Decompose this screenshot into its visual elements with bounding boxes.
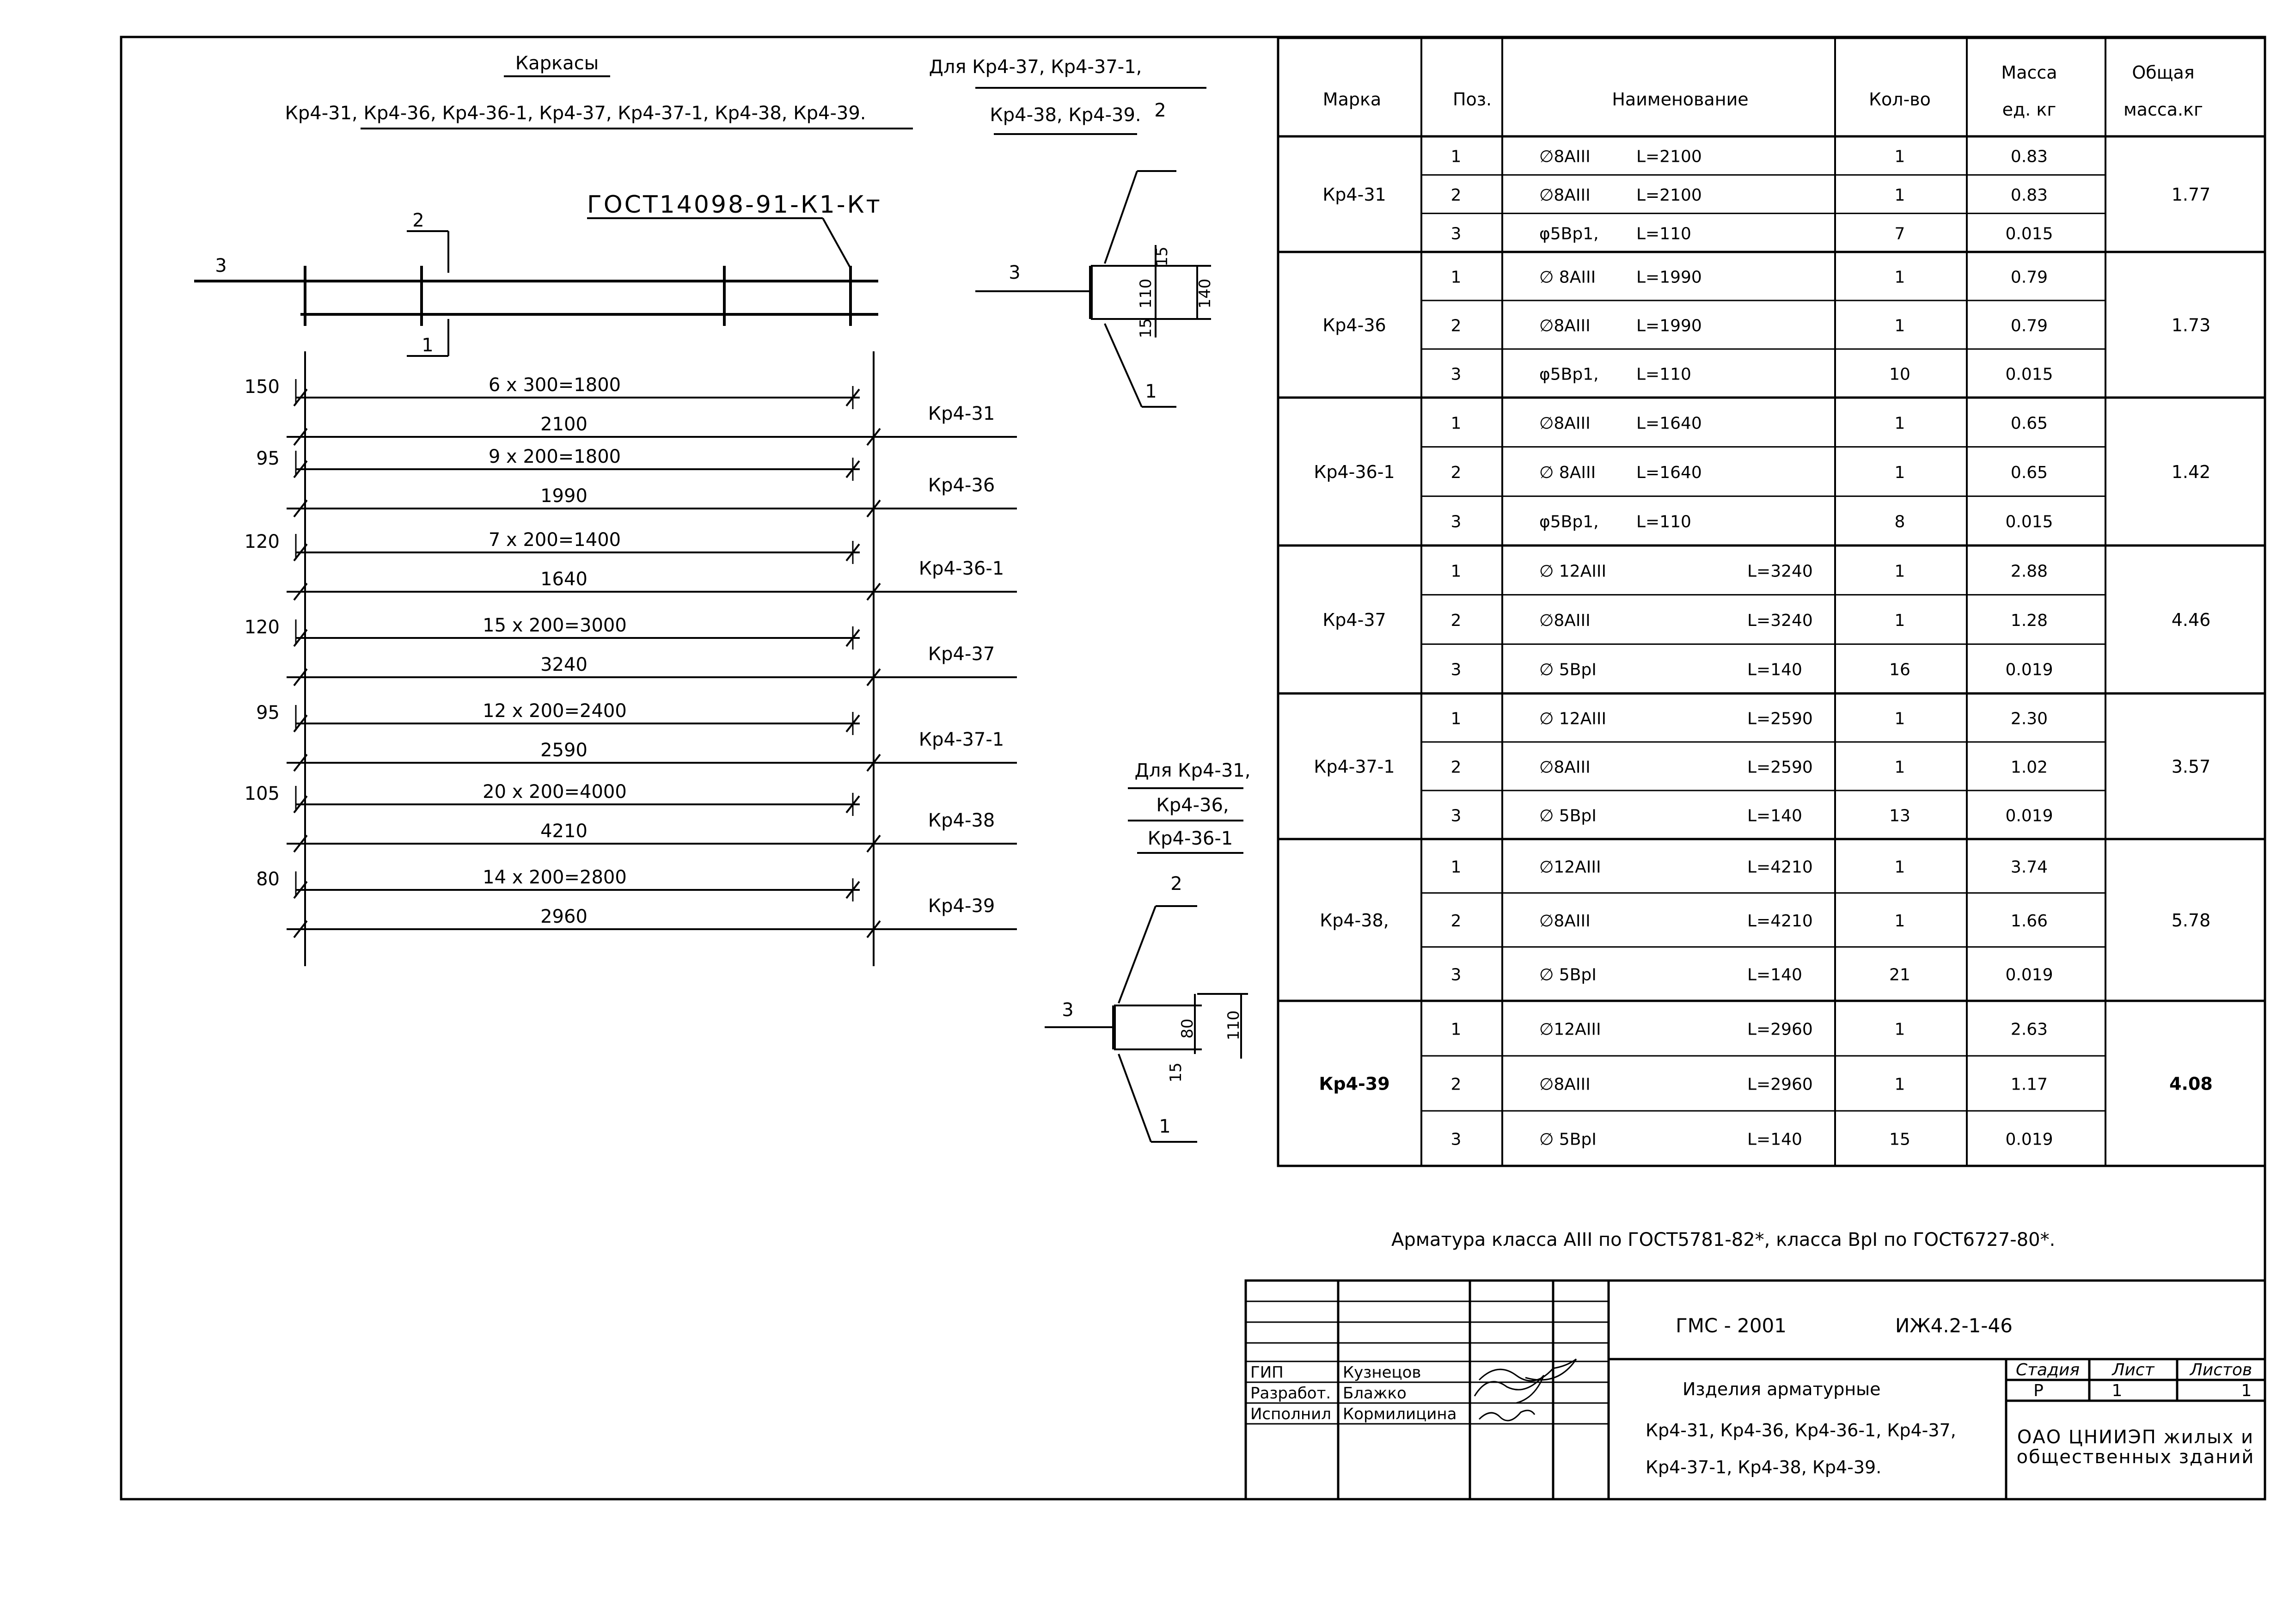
- header-name: Наименование: [1612, 89, 1749, 110]
- spec-qty: 1: [1894, 1075, 1905, 1094]
- section-a-title-2: Кр4-38, Кр4-39.: [990, 104, 1141, 126]
- spec-pos: 1: [1450, 147, 1462, 166]
- frame-spacing: 14 x 200=2800: [483, 867, 627, 888]
- header-mark: Марка: [1322, 89, 1382, 110]
- spec-length: L=2960: [1747, 1020, 1813, 1039]
- spec-mass: 0.79: [2010, 316, 2048, 336]
- frame-mark: Кр4-38: [928, 810, 995, 831]
- section-b-dim-110: 110: [1224, 1010, 1243, 1041]
- frame-length: 1990: [540, 485, 588, 507]
- frame-spacing: 7 x 200=1400: [488, 529, 621, 551]
- frame-length: 2590: [540, 740, 588, 761]
- stage-value: Р: [2033, 1381, 2044, 1400]
- sheets-label: Листов: [2190, 1360, 2252, 1379]
- frame-mark: Кр4-31: [928, 403, 995, 424]
- frame-mark: Кр4-37: [928, 643, 995, 665]
- spec-pos: 1: [1450, 414, 1462, 433]
- spec-pos: 1: [1450, 858, 1462, 877]
- frame-offset: 150: [244, 376, 280, 398]
- spec-name: ∅8AIII: [1539, 147, 1591, 166]
- spec-length: L=2960: [1747, 1075, 1813, 1094]
- spec-mass: 0.019: [2005, 965, 2053, 985]
- spec-name: ∅12AIII: [1539, 858, 1601, 877]
- spec-qty: 1: [1894, 758, 1905, 777]
- spec-mark: Кр4-36: [1322, 315, 1386, 336]
- spec-mass: 2.63: [2010, 1020, 2048, 1039]
- spec-name: ∅8AIII: [1539, 758, 1591, 777]
- spec-mass: 0.015: [2005, 365, 2053, 384]
- spec-qty: 1: [1894, 316, 1905, 336]
- spec-mass: 1.17: [2010, 1075, 2048, 1094]
- spec-pos: 2: [1450, 463, 1462, 482]
- spec-qty: 1: [1894, 463, 1905, 482]
- spec-name: φ5Вр1,: [1539, 512, 1599, 532]
- spec-pos: 3: [1450, 365, 1462, 384]
- spec-mass: 0.65: [2010, 463, 2048, 482]
- spec-length: L=140: [1747, 660, 1802, 680]
- spec-length: L=110: [1636, 224, 1691, 244]
- spec-qty: 1: [1894, 912, 1905, 931]
- code-left: ГМС - 2001: [1676, 1314, 1787, 1337]
- spec-pos: 3: [1450, 512, 1462, 532]
- section-b-title-1: Для Кр4-31,: [1134, 760, 1251, 781]
- section-a-dim-15b: 15: [1137, 318, 1155, 338]
- spec-length: L=110: [1636, 512, 1691, 532]
- spec-length: L=2590: [1747, 758, 1813, 777]
- spec-total: 4.08: [2169, 1073, 2213, 1094]
- spec-mass: 0.015: [2005, 224, 2053, 244]
- spec-qty: 8: [1894, 512, 1905, 532]
- spec-name: ∅8AIII: [1539, 186, 1591, 205]
- sheet-label: Лист: [2112, 1360, 2154, 1379]
- header-mass-unit-1: Масса: [2001, 62, 2057, 83]
- title-block: [1246, 1281, 2265, 1499]
- spec-length: L=140: [1747, 965, 1802, 985]
- role-label: Исполнил: [1250, 1405, 1331, 1423]
- signatures: [1475, 1359, 1576, 1421]
- section-b-pos-2: 2: [1170, 873, 1182, 895]
- pos-label-2: 2: [412, 210, 424, 231]
- spec-mass: 1.28: [2010, 611, 2048, 630]
- spec-total: 3.57: [2171, 756, 2211, 777]
- spec-mass: 0.79: [2010, 268, 2048, 287]
- spec-qty: 1: [1894, 186, 1905, 205]
- product-line-3: Кр4-37-1, Кр4-38, Кр4-39.: [1646, 1457, 1882, 1477]
- reinforcement-note: Арматура класса AIII по ГОСТ5781-82*, класса ВрI по ГОСТ6727-80*.: [1391, 1229, 2056, 1250]
- spec-mark: Кр4-37-1: [1314, 756, 1395, 777]
- spec-qty: 7: [1894, 224, 1905, 244]
- spec-qty: 1: [1894, 611, 1905, 630]
- frame-offset: 80: [256, 869, 280, 890]
- spec-mass: 1.66: [2010, 912, 2048, 931]
- spec-length: L=140: [1747, 1130, 1802, 1149]
- spec-qty: 1: [1894, 414, 1905, 433]
- spec-qty: 15: [1889, 1130, 1910, 1149]
- spec-name: ∅ 5ВрI: [1539, 1130, 1597, 1149]
- spec-qty: 1: [1894, 268, 1905, 287]
- spec-qty: 1: [1894, 147, 1905, 166]
- section-b-title-2: Кр4-36,: [1156, 795, 1229, 816]
- spec-length: L=4210: [1747, 858, 1813, 877]
- spec-pos: 1: [1450, 709, 1462, 729]
- org-line-2: общественных зданий: [2016, 1446, 2255, 1468]
- spec-mark: Кр4-36-1: [1314, 462, 1395, 482]
- spec-length: L=3240: [1747, 562, 1813, 581]
- frame-length: 2960: [540, 906, 588, 927]
- frame-spacing: 6 x 300=1800: [488, 374, 621, 396]
- role-name: Блажко: [1343, 1384, 1407, 1403]
- spec-name: φ5Вр1,: [1539, 365, 1599, 384]
- spec-name: ∅ 5ВрI: [1539, 965, 1597, 985]
- spec-pos: 2: [1450, 912, 1462, 931]
- spec-pos: 1: [1450, 1020, 1462, 1039]
- spec-qty: 1: [1894, 709, 1905, 729]
- frame-spacing: 15 x 200=3000: [483, 615, 627, 636]
- spec-total: 4.46: [2171, 610, 2211, 630]
- section-b-title-3: Кр4-36-1: [1147, 828, 1233, 849]
- spec-mass: 2.88: [2010, 562, 2048, 581]
- role-label: Разработ.: [1250, 1384, 1331, 1403]
- role-label: ГИП: [1250, 1363, 1284, 1382]
- spec-qty: 16: [1889, 660, 1910, 680]
- spec-name: ∅8AIII: [1539, 414, 1591, 433]
- spec-pos: 2: [1450, 1075, 1462, 1094]
- spec-length: L=3240: [1747, 611, 1813, 630]
- section-a: [929, 56, 1214, 407]
- spec-name: ∅8AIII: [1539, 611, 1591, 630]
- spec-qty: 10: [1889, 365, 1910, 384]
- section-a-pos-1: 1: [1145, 381, 1157, 402]
- code-right: ИЖ4.2-1-46: [1895, 1314, 2013, 1337]
- spec-name: ∅8AIII: [1539, 1075, 1591, 1094]
- spec-pos: 2: [1450, 186, 1462, 205]
- frame-length: 1640: [540, 569, 588, 590]
- spec-qty: 1: [1894, 1020, 1905, 1039]
- product-line-2: Кр4-31, Кр4-36, Кр4-36-1, Кр4-37,: [1646, 1420, 1956, 1440]
- spec-mass: 0.65: [2010, 414, 2048, 433]
- drawing-title: Каркасы: [515, 53, 599, 74]
- spec-pos: 3: [1450, 224, 1462, 244]
- spec-mass: 0.83: [2010, 186, 2048, 205]
- spec-pos: 3: [1450, 965, 1462, 985]
- spec-length: L=1990: [1636, 268, 1702, 287]
- spec-total: 1.42: [2171, 462, 2211, 482]
- frame-spacing: 9 x 200=1800: [488, 446, 621, 467]
- spec-qty: 13: [1889, 806, 1910, 826]
- spec-mass: 0.019: [2005, 660, 2053, 680]
- header-mass-total-1: Общая: [2132, 62, 2195, 83]
- spec-qty: 1: [1894, 562, 1905, 581]
- spec-mass: 1.02: [2010, 758, 2048, 777]
- section-a-dim-140: 140: [1196, 278, 1214, 309]
- frame-length: 4210: [540, 821, 588, 842]
- section-b: [1045, 760, 1250, 1142]
- section-b-pos-1: 1: [1159, 1116, 1171, 1137]
- spec-mark: Кр4-31: [1322, 184, 1386, 205]
- spec-length: L=1640: [1636, 463, 1702, 482]
- section-a-dim-15a: 15: [1153, 246, 1171, 267]
- spec-name: ∅8AIII: [1539, 316, 1591, 336]
- spec-name: ∅ 12AIII: [1539, 562, 1607, 581]
- spec-length: L=2100: [1636, 147, 1702, 166]
- frame-offset: 105: [244, 783, 280, 804]
- section-a-title-1: Для Кр4-37, Кр4-37-1,: [929, 56, 1142, 78]
- spec-pos: 3: [1450, 1130, 1462, 1149]
- frame-length: 3240: [540, 654, 588, 675]
- spec-total: 1.77: [2171, 184, 2211, 205]
- spec-name: ∅ 8AIII: [1539, 268, 1596, 287]
- spec-length: L=1990: [1636, 316, 1702, 336]
- frames-drawing: [194, 53, 1017, 966]
- pos-label-1: 1: [422, 335, 434, 356]
- spec-mass: 3.74: [2010, 858, 2048, 877]
- spec-pos: 3: [1450, 660, 1462, 680]
- frame-length: 2100: [540, 414, 588, 435]
- spec-length: L=4210: [1747, 912, 1813, 931]
- spec-length: L=110: [1636, 365, 1691, 384]
- product-line-1: Изделия арматурные: [1683, 1379, 1881, 1399]
- spec-pos: 2: [1450, 316, 1462, 336]
- specification-table: [1278, 38, 2265, 1166]
- spec-mark: Кр4-39: [1319, 1073, 1390, 1094]
- spec-total: 5.78: [2171, 910, 2211, 931]
- spec-mass: 0.019: [2005, 806, 2053, 826]
- org-line-1: ОАО ЦНИИЭП жилых и: [2017, 1427, 2254, 1448]
- spec-pos: 1: [1450, 562, 1462, 581]
- section-b-dim-80: 80: [1178, 1018, 1197, 1039]
- role-name: Кормилицина: [1343, 1405, 1457, 1423]
- spec-pos: 3: [1450, 806, 1462, 826]
- section-b-pos-3: 3: [1062, 999, 1074, 1021]
- spec-total: 1.73: [2171, 315, 2211, 336]
- spec-name: φ5Вр1,: [1539, 224, 1599, 244]
- spec-pos: 2: [1450, 611, 1462, 630]
- frame-mark: Кр4-36: [928, 475, 995, 496]
- frame-mark: Кр4-37-1: [918, 729, 1004, 750]
- spec-length: L=2100: [1636, 186, 1702, 205]
- section-a-pos-2: 2: [1154, 100, 1166, 121]
- section-a-pos-3: 3: [1009, 262, 1021, 283]
- dimension-rows: [245, 374, 1017, 938]
- section-a-dim-110: 110: [1137, 278, 1155, 309]
- spec-length: L=2590: [1747, 709, 1813, 729]
- spec-mass: 0.019: [2005, 1130, 2053, 1149]
- spec-name: ∅ 8AIII: [1539, 463, 1596, 482]
- frame-spacing: 20 x 200=4000: [483, 781, 627, 803]
- spec-mass: 0.83: [2010, 147, 2048, 166]
- gost-label: ГОСТ14098-91-К1-Кт: [587, 191, 882, 219]
- spec-pos: 2: [1450, 758, 1462, 777]
- spec-length: L=140: [1747, 806, 1802, 826]
- drawing-subtitle: Кр4-31, Кр4-36, Кр4-36-1, Кр4-37, Кр4-37-1, Кр4-38, Кр4-39.: [285, 103, 866, 124]
- header-mass-unit-2: ед. кг: [2002, 99, 2056, 120]
- spec-name: ∅8AIII: [1539, 912, 1591, 931]
- spec-length: L=1640: [1636, 414, 1702, 433]
- header-pos: Поз.: [1452, 89, 1492, 110]
- frame-offset: 95: [256, 702, 280, 723]
- frame-offset: 120: [244, 531, 280, 552]
- sheet-value: 1: [2111, 1381, 2123, 1400]
- spec-name: ∅12AIII: [1539, 1020, 1601, 1039]
- frame-mark: Кр4-36-1: [918, 558, 1004, 579]
- header-qty: Кол-во: [1869, 89, 1931, 110]
- frame-spacing: 12 x 200=2400: [483, 700, 627, 722]
- spec-mass: 2.30: [2010, 709, 2048, 729]
- section-b-dim-15: 15: [1167, 1062, 1185, 1083]
- sheets-value: 1: [2241, 1381, 2252, 1400]
- spec-mass: 0.015: [2005, 512, 2053, 532]
- spec-qty: 21: [1889, 965, 1910, 985]
- spec-name: ∅ 5ВрI: [1539, 660, 1597, 680]
- spec-name: ∅ 12AIII: [1539, 709, 1607, 729]
- spec-qty: 1: [1894, 858, 1905, 877]
- role-name: Кузнецов: [1343, 1363, 1421, 1382]
- pos-label-3: 3: [215, 255, 227, 276]
- frame-mark: Кр4-39: [928, 895, 995, 917]
- spec-name: ∅ 5ВрI: [1539, 806, 1597, 826]
- spec-pos: 1: [1450, 268, 1462, 287]
- frame-offset: 120: [244, 617, 280, 638]
- stage-label: Стадия: [2015, 1360, 2080, 1379]
- spec-mark: Кр4-37: [1322, 610, 1386, 630]
- frame-offset: 95: [256, 448, 280, 469]
- header-mass-total-2: масса.кг: [2123, 99, 2203, 120]
- spec-mark: Кр4-38,: [1320, 910, 1389, 931]
